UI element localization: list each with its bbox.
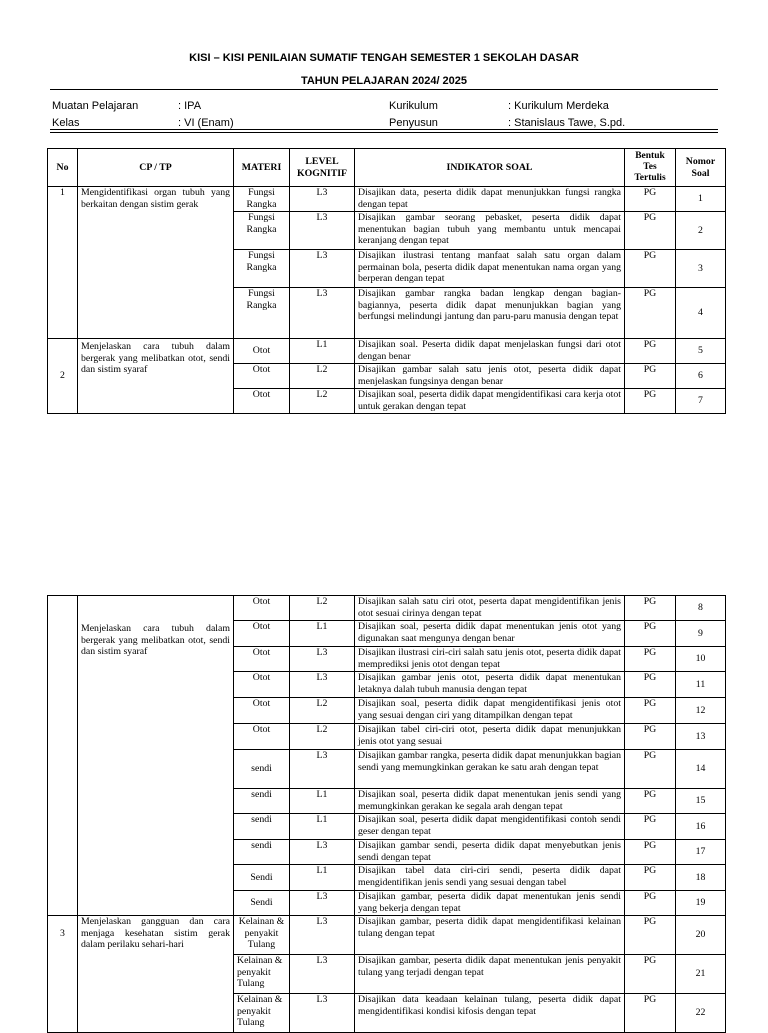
row-indikator: Disajikan ilustrasi ciri-ciri salah satu jenis otot, peserta didik dapat memprediksi jenis otot dengan tepat	[355, 647, 625, 672]
row-nomor: 22	[676, 994, 726, 1033]
row-nomor: 14	[676, 750, 726, 789]
row-indikator: Disajikan gambar rangka, peserta didik dapat menunjukkan bagian sendi yang memungkinkan gerakan ke satu arah dengan tepat	[355, 750, 625, 789]
row-nomor: 9	[676, 621, 726, 647]
row-level: L3	[290, 955, 355, 994]
row-indikator: Disajikan gambar, peserta didik dapat menentukan jenis penyakit tulang yang terjadi dengan tepat	[355, 955, 625, 994]
row-indikator: Disajikan data, peserta didik dapat menunjukkan fungsi rangka dengan tepat	[355, 187, 625, 212]
row-level: L3	[290, 750, 355, 789]
row-level: L3	[290, 288, 355, 339]
row-indikator: Disajikan soal, peserta didik dapat mengidentifikasi contoh sendi geser dengan tepat	[355, 814, 625, 840]
header-cp: CP / TP	[78, 149, 234, 187]
row-indikator: Disajikan gambar, peserta didik dapat mengidentifikasi kelainan tulang dengan tepat	[355, 916, 625, 955]
kurikulum-value: : Kurikulum Merdeka	[508, 100, 609, 112]
row-materi: Otot	[234, 339, 290, 364]
row-level: L1	[290, 814, 355, 840]
row-materi: sendi	[234, 840, 290, 865]
row-indikator: Disajikan data keadaan kelainan tulang, peserta didik dapat mengidentifikasi kondisi kifosis dengan tepat	[355, 994, 625, 1033]
group-cp: Mengidentifikasi organ tubuh yang berkaitan dengan sistim gerak	[78, 187, 234, 339]
header-indikator: INDIKATOR SOAL	[355, 149, 625, 187]
row-nomor: 17	[676, 840, 726, 865]
row-level: L3	[290, 891, 355, 916]
group-cp: Menjelaskan cara tubuh dalam bergerak yang melibatkan otot, sendi dan sistim syaraf	[78, 596, 234, 916]
row-bentuk: PG	[625, 621, 676, 647]
row-nomor: 6	[676, 364, 726, 389]
row-materi: Otot	[234, 672, 290, 698]
row-bentuk: PG	[625, 840, 676, 865]
group-cp: Menjelaskan gangguan dan cara menjaga kesehatan sistim gerak dalam perilaku sehari-hari	[78, 916, 234, 1033]
row-indikator: Disajikan gambar jenis otot, peserta didik dapat menentukan letaknya dalah tubuh manusia dengan tepat	[355, 672, 625, 698]
row-nomor: 3	[676, 250, 726, 288]
meta-rule-1	[50, 129, 718, 130]
header-bentuk: Bentuk Tes Tertulis	[625, 149, 676, 187]
row-level: L3	[290, 250, 355, 288]
row-bentuk: PG	[625, 672, 676, 698]
row-nomor: 10	[676, 647, 726, 672]
row-nomor: 16	[676, 814, 726, 840]
row-materi: sendi	[234, 789, 290, 814]
table-row	[48, 339, 726, 364]
row-indikator: Disajikan tabel data ciri-ciri sendi, peserta didik dapat mengidentifikan jenis sendi yang sesuai dengan tabel	[355, 865, 625, 891]
row-materi: Sendi	[234, 865, 290, 891]
group-no: 1	[48, 187, 78, 339]
row-level: L3	[290, 916, 355, 955]
row-nomor: 12	[676, 698, 726, 724]
row-level: L2	[290, 389, 355, 414]
document-subtitle: TAHUN PELAJARAN 2024/ 2025	[300, 75, 468, 87]
row-nomor: 15	[676, 789, 726, 814]
table-header-row	[48, 149, 726, 187]
row-nomor: 7	[676, 389, 726, 414]
row-nomor: 4	[676, 288, 726, 339]
kurikulum-label: Kurikulum	[389, 100, 438, 112]
row-level: L3	[290, 994, 355, 1033]
header-materi: MATERI	[234, 149, 290, 187]
row-indikator: Disajikan salah satu ciri otot, peserta dapat mengidentifikan jenis otot sesuai cirinya dengan tepat	[355, 596, 625, 621]
row-indikator: Disajikan ilustrasi tentang manfaat salah satu organ dalam permainan bola, peserta didik dapat menentukan nama organ yang berperan dengan tepat	[355, 250, 625, 288]
row-materi: sendi	[234, 750, 290, 789]
row-nomor: 19	[676, 891, 726, 916]
row-materi: Kelainan & penyakit Tulang	[234, 994, 290, 1033]
row-materi: Otot	[234, 621, 290, 647]
row-nomor: 11	[676, 672, 726, 698]
table-row	[48, 596, 726, 621]
row-bentuk: PG	[625, 865, 676, 891]
group-no: 3	[48, 916, 78, 1033]
group-no	[48, 596, 78, 916]
row-bentuk: PG	[625, 724, 676, 750]
row-indikator: Disajikan gambar salah satu jenis otot, peserta didik dapat menjelaskan fungsinya dengan benar	[355, 364, 625, 389]
row-level: L2	[290, 724, 355, 750]
kelas-label: Kelas	[52, 117, 80, 129]
row-indikator: Disajikan soal. Peserta didik dapat menjelaskan fungsi dari otot dengan benar	[355, 339, 625, 364]
row-nomor: 18	[676, 865, 726, 891]
kelas-value: : VI (Enam)	[178, 117, 234, 129]
header-no: No	[48, 149, 78, 187]
row-materi: Fungsi Rangka	[234, 288, 290, 339]
document-title: KISI – KISI PENILAIAN SUMATIF TENGAH SEMESTER 1 SEKOLAH DASAR	[189, 52, 579, 64]
row-level: L3	[290, 647, 355, 672]
row-indikator: Disajikan gambar seorang pebasket, peserta didik dapat menentukan bagian tubuh yang membantu untuk mencapai keranjang dengan tepat	[355, 212, 625, 250]
row-bentuk: PG	[625, 288, 676, 339]
group-cp: Menjelaskan cara tubuh dalam bergerak yang melibatkan otot, sendi dan sistim syaraf	[78, 339, 234, 414]
muatan-label: Muatan Pelajaran	[52, 100, 139, 112]
kisi-table-part-1	[47, 148, 726, 414]
row-nomor: 20	[676, 916, 726, 955]
row-level: L1	[290, 789, 355, 814]
row-bentuk: PG	[625, 955, 676, 994]
row-indikator: Disajikan soal, peserta didik dapat menentukan jenis sendi yang memungkinkan gerakan ke segala arah dengan tepat	[355, 789, 625, 814]
row-indikator: Disajikan gambar rangka badan lengkap dengan bagian-bagiannya, peserta didik dapat menunjukkan bagian yang berfungsi melindungi jantung dan paru-paru manusia dengan tepat	[355, 288, 625, 339]
row-materi: Otot	[234, 724, 290, 750]
row-level: L3	[290, 672, 355, 698]
penyusun-value: : Stanislaus Tawe, S.pd.	[508, 117, 626, 129]
row-level: L1	[290, 339, 355, 364]
row-bentuk: PG	[625, 891, 676, 916]
row-bentuk: PG	[625, 187, 676, 212]
row-bentuk: PG	[625, 339, 676, 364]
row-materi: Fungsi Rangka	[234, 212, 290, 250]
row-bentuk: PG	[625, 750, 676, 789]
row-materi: sendi	[234, 814, 290, 840]
meta-rule-2	[50, 132, 718, 133]
row-bentuk: PG	[625, 814, 676, 840]
row-materi: Otot	[234, 698, 290, 724]
row-bentuk: PG	[625, 389, 676, 414]
row-indikator: Disajikan gambar, peserta didik dapat menentukan jenis sendi yang bekerja dengan tepat	[355, 891, 625, 916]
row-materi: Otot	[234, 389, 290, 414]
row-bentuk: PG	[625, 789, 676, 814]
row-materi: Fungsi Rangka	[234, 187, 290, 212]
row-level: L1	[290, 621, 355, 647]
row-bentuk: PG	[625, 916, 676, 955]
row-bentuk: PG	[625, 250, 676, 288]
row-materi: Otot	[234, 364, 290, 389]
row-nomor: 21	[676, 955, 726, 994]
row-indikator: Disajikan soal, peserta didik dapat mengidentifikasi jenis otot yang sesuai dengan ciri yang ditampilkan dengan tepat	[355, 698, 625, 724]
row-indikator: Disajikan tabel ciri-ciri otot, peserta didik dapat menunjukkan jenis otot yang sesuai	[355, 724, 625, 750]
row-indikator: Disajikan soal, peserta didik dapat mengidentifikasi cara kerja otot untuk gerakan dengan tepat	[355, 389, 625, 414]
row-nomor: 8	[676, 596, 726, 621]
row-level: L2	[290, 364, 355, 389]
row-materi: Fungsi Rangka	[234, 250, 290, 288]
row-bentuk: PG	[625, 364, 676, 389]
row-level: L2	[290, 698, 355, 724]
row-materi: Kelainan & penyakit Tulang	[234, 955, 290, 994]
header-level: LEVEL KOGNITIF	[290, 149, 355, 187]
table-row	[48, 187, 726, 212]
row-nomor: 5	[676, 339, 726, 364]
row-bentuk: PG	[625, 994, 676, 1033]
row-bentuk: PG	[625, 596, 676, 621]
row-materi: Kelainan & penyakit Tulang	[234, 916, 290, 955]
row-level: L1	[290, 865, 355, 891]
row-bentuk: PG	[625, 647, 676, 672]
row-nomor: 1	[676, 187, 726, 212]
row-materi: Otot	[234, 647, 290, 672]
row-level: L2	[290, 596, 355, 621]
muatan-value: : IPA	[178, 100, 202, 112]
penyusun-label: Penyusun	[389, 117, 438, 129]
table-row	[48, 916, 726, 955]
row-indikator: Disajikan soal, peserta didik dapat menentukan jenis otot yang digunakan saat mengunya dengan benar	[355, 621, 625, 647]
kisi-table-part-2	[47, 595, 726, 1033]
row-nomor: 13	[676, 724, 726, 750]
row-nomor: 2	[676, 212, 726, 250]
row-materi: Sendi	[234, 891, 290, 916]
row-level: L3	[290, 840, 355, 865]
row-bentuk: PG	[625, 212, 676, 250]
group-no: 2	[48, 339, 78, 414]
row-bentuk: PG	[625, 698, 676, 724]
row-indikator: Disajikan gambar sendi, peserta didik dapat menyebutkan jenis sendi dengan tepat	[355, 840, 625, 865]
row-level: L3	[290, 187, 355, 212]
row-materi: Otot	[234, 596, 290, 621]
header-rule	[50, 89, 718, 90]
header-nomor: Nomor Soal	[676, 149, 726, 187]
row-level: L3	[290, 212, 355, 250]
